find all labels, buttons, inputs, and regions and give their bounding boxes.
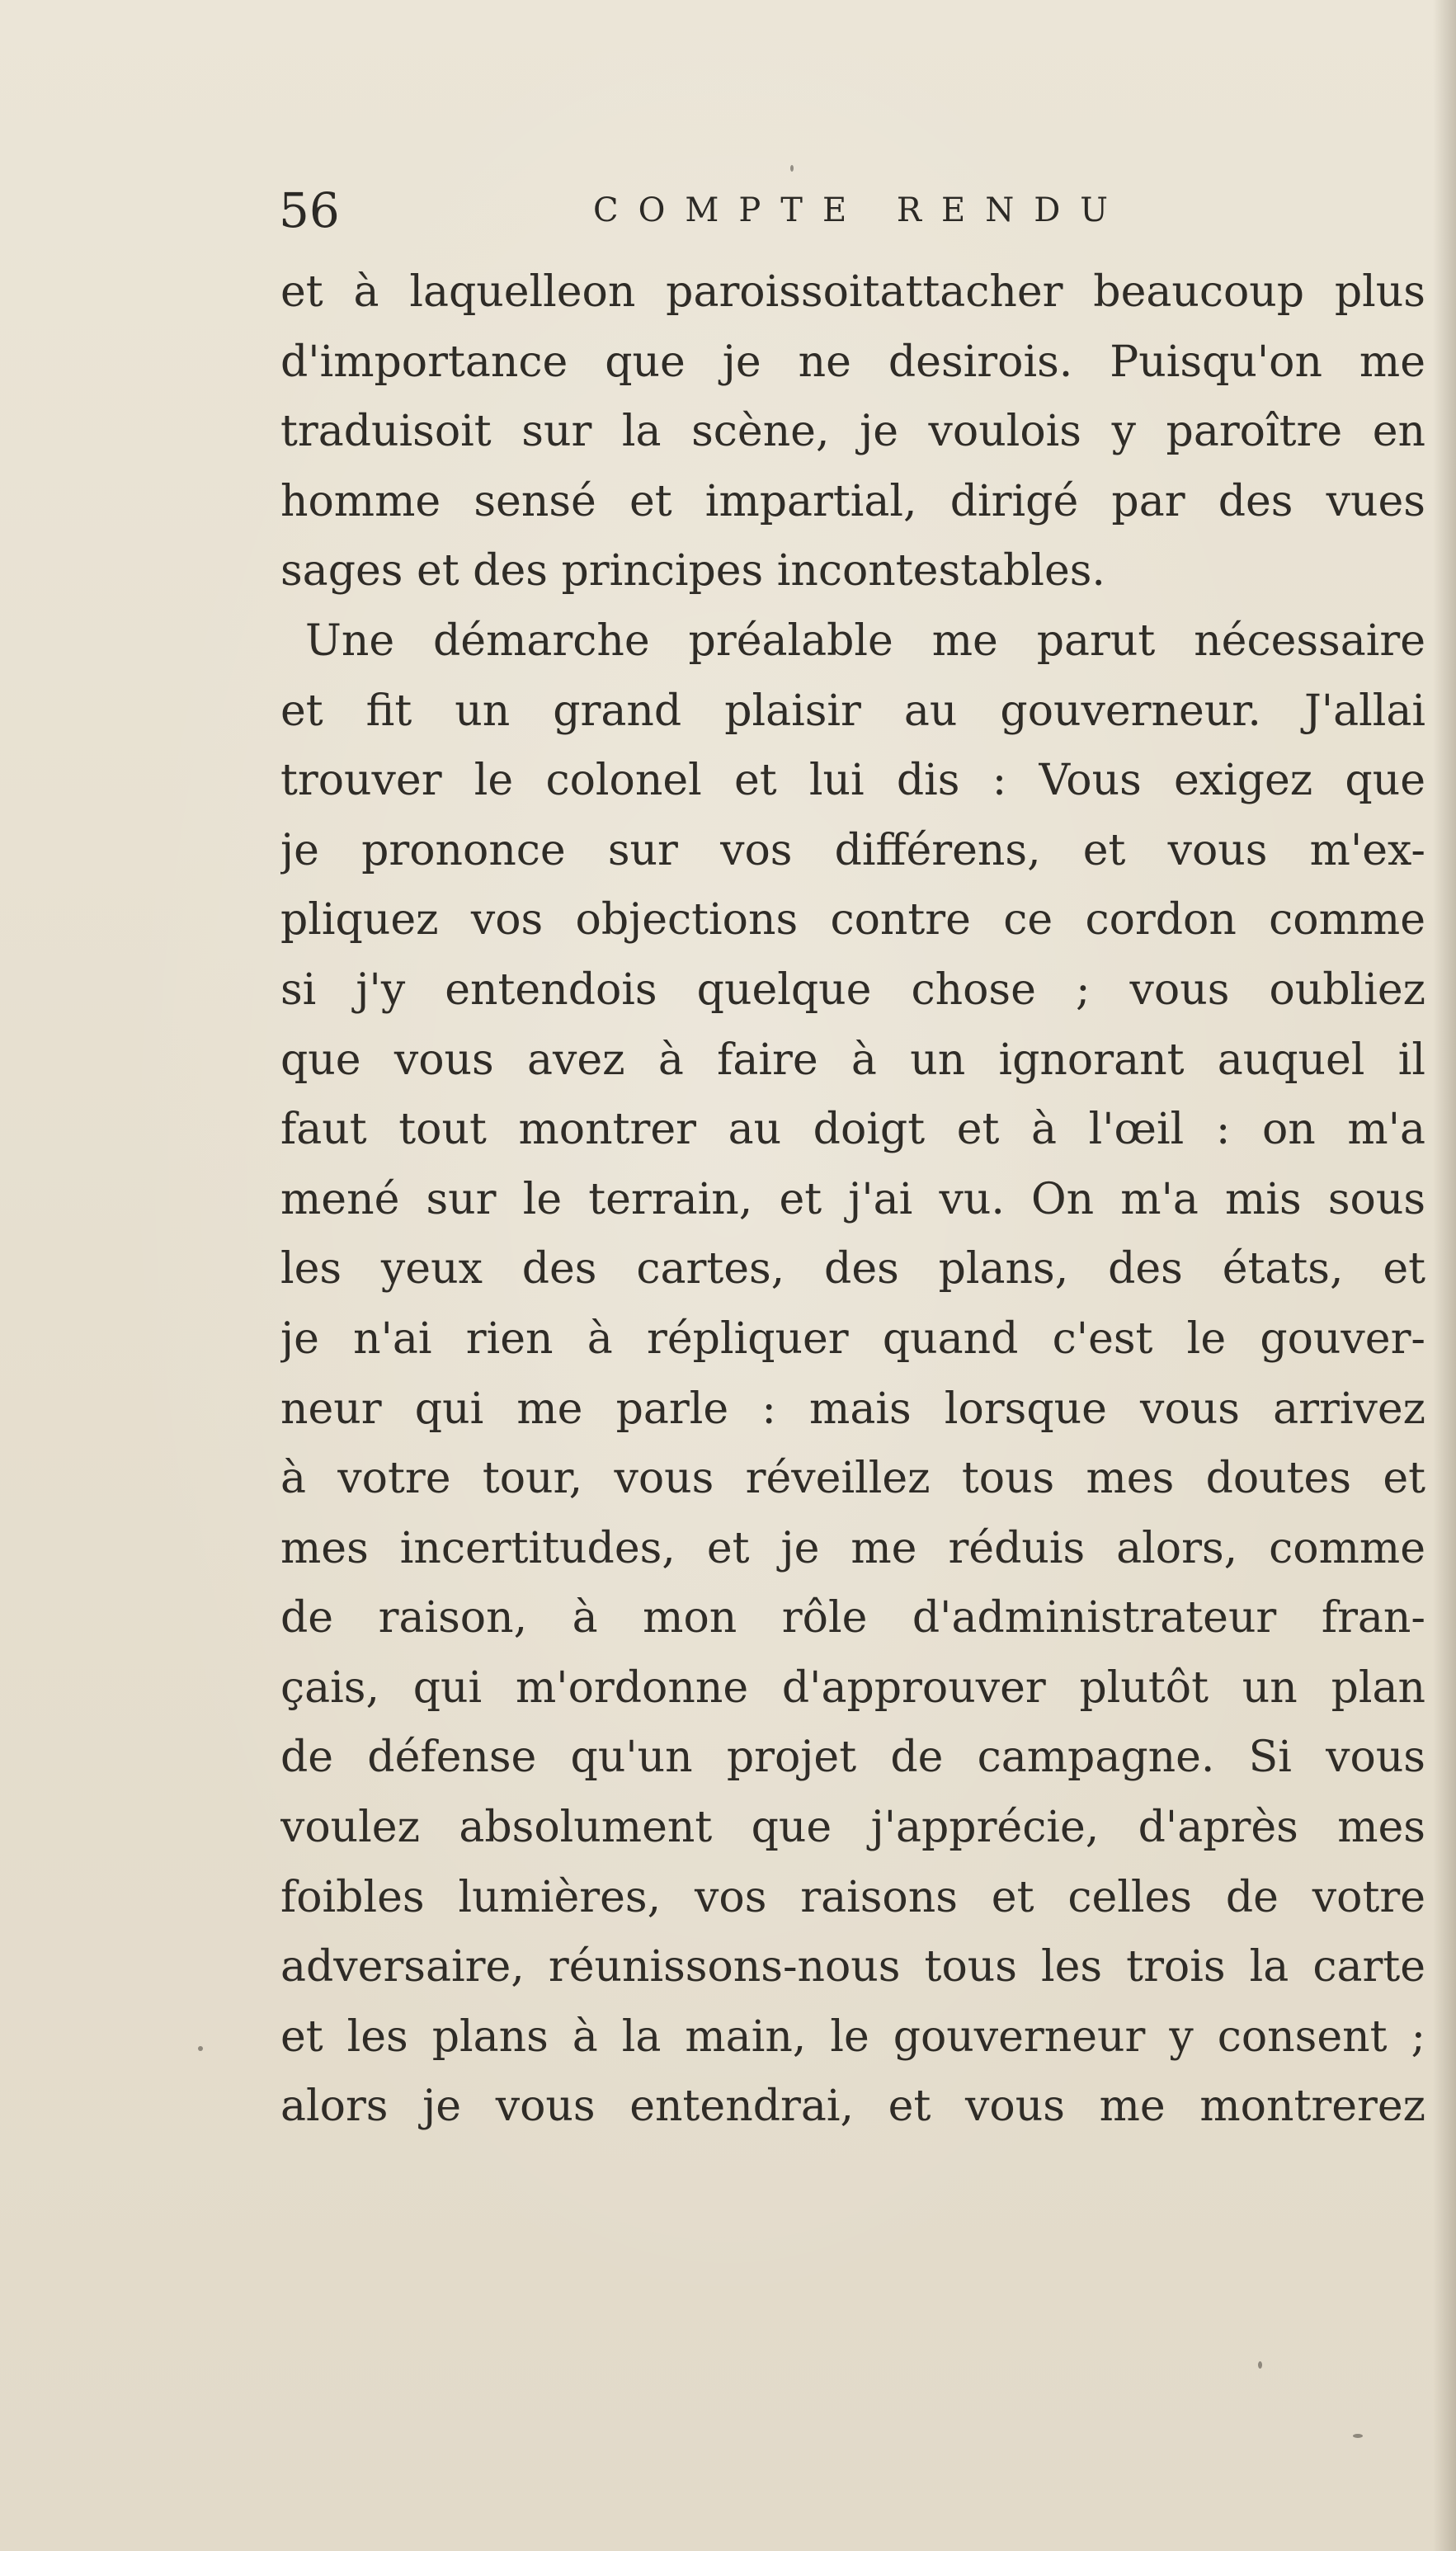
text-line: adversaire, réunissons-nous tous les trois la carte xyxy=(280,1942,1425,1992)
text-line: çais, qui m'ordonne d'approuver plutôt un plan xyxy=(280,1662,1425,1713)
text-line: et les plans à la main, le gouverneur y consent ; xyxy=(280,2011,1425,2062)
body-text xyxy=(280,257,1425,2142)
text-line: voulez absolument que j'apprécie, d'après mes xyxy=(280,1803,1425,1853)
text-line: mené sur le terrain, et j'ai vu. On m'a mis sous xyxy=(280,1174,1425,1224)
text-line: Une démarche préalable me parut nécessaire xyxy=(305,615,1425,666)
text-line: sages et des principes incontestables. xyxy=(280,546,1105,596)
text-line: foibles lumières, vos raisons et celles de votre xyxy=(280,1872,1425,1922)
text-line: pliquez vos objections contre ce cordon comme xyxy=(280,895,1425,945)
text-line: je n'ai rien à répliquer quand c'est le gouver- xyxy=(280,1313,1425,1364)
text-line: faut tout montrer au doigt et à l'œil : on m'a xyxy=(280,1105,1425,1155)
text-line: trouver le colonel et lui dis : Vous exigez que xyxy=(280,756,1425,806)
text-line: que vous avez à faire à un ignorant auquel il xyxy=(280,1035,1425,1085)
running-title: COMPTE RENDU xyxy=(593,191,1128,229)
text-line: mes incertitudes, et je me réduis alors, comme xyxy=(280,1523,1425,1573)
text-line: alors je vous entendrai, et vous me montrerez xyxy=(280,2082,1425,2132)
text-line: et à laquelleon paroissoitattacher beaucoup plus xyxy=(280,267,1425,317)
text-line: traduisoit sur la scène, je voulois y paroître en xyxy=(280,407,1425,457)
page-header xyxy=(279,175,1425,246)
text-line: d'importance que je ne desirois. Puisqu'on me xyxy=(280,337,1425,387)
text-line: de raison, à mon rôle d'administrateur fran- xyxy=(280,1593,1425,1643)
page-number: 56 xyxy=(279,182,340,238)
text-line: homme sensé et impartial, dirigé par des vues xyxy=(280,476,1425,526)
text-line: les yeux des cartes, des plans, des états, et xyxy=(280,1244,1425,1294)
page-edge-shadow xyxy=(1433,0,1456,2551)
text-line: neur qui me parle : mais lorsque vous arrivez xyxy=(280,1384,1425,1434)
text-line: à votre tour, vous réveillez tous mes doutes et xyxy=(280,1454,1425,1504)
text-line: de défense qu'un projet de campagne. Si vous xyxy=(280,1733,1425,1783)
text-line: si j'y entendois quelque chose ; vous oubliez xyxy=(280,964,1425,1015)
text-line: je prononce sur vos différens, et vous m'ex- xyxy=(280,825,1425,875)
text-line: et fit un grand plaisir au gouverneur. J'allai xyxy=(280,686,1425,736)
